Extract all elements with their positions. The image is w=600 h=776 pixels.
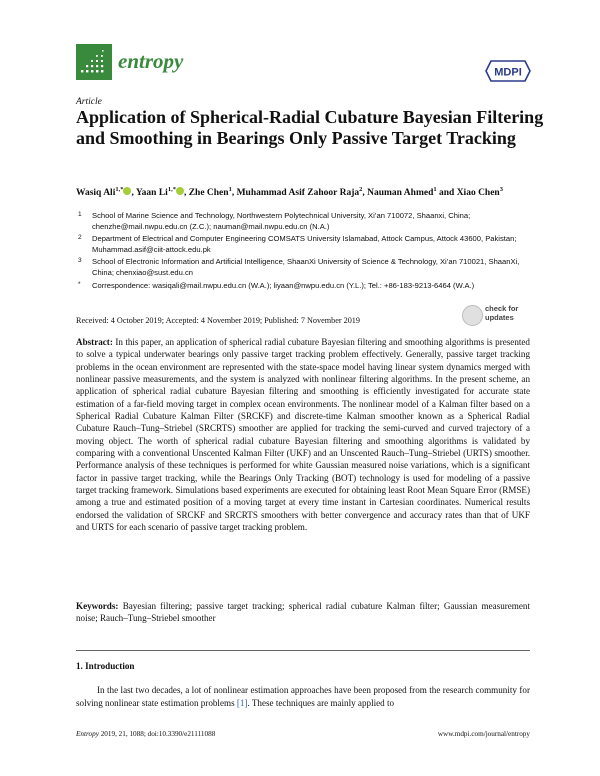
author-list (76, 183, 526, 200)
affiliation-text: School of Electronic Information and Artificial Intelligence, ShaanXi University of Science & Technology, Xi’an 710021, ShaanXi, China; chenxiao@sust.edu.cn (92, 257, 520, 277)
author-separator: , (183, 188, 189, 199)
affiliation-text: Department of Electrical and Computer Engineering COMSATS University Islamabad, Attock Campus, Attock 43600, Pakistan; Muhammad.asif@ciit-attock.edu.pk (92, 234, 517, 254)
footer-citation (76, 730, 215, 738)
check-updates-line2: updates (485, 312, 514, 322)
divider (76, 650, 530, 651)
footer-journal: Entropy (76, 730, 99, 738)
publication-dates: Received: 4 October 2019; Accepted: 4 November 2019; Published: 7 November 2019 (76, 316, 360, 325)
author-separator: , (362, 188, 368, 199)
author-affiliation-mark: 2 (359, 186, 363, 193)
paper-title: Application of Spherical-Radial Cubature Bayesian Filtering and Smoothing in Bearings Only Passive Target Tracking (76, 107, 544, 148)
author-name: Wasiq Ali (76, 188, 116, 199)
affiliation-mark: 3 (78, 257, 82, 265)
affiliation-mark: * (78, 280, 81, 288)
author-separator: , (231, 188, 237, 199)
mdpi-logo (485, 60, 531, 87)
footer-citation-text: 2019, 21, 1088; doi:10.3390/e21111088 (100, 730, 216, 738)
affiliation-item (76, 211, 531, 232)
article-type: Article (76, 97, 102, 107)
entropy-logo-icon (76, 44, 112, 80)
author-separator: , (131, 188, 136, 199)
keywords-label: Keywords: (76, 601, 119, 611)
author-affiliation-mark: 1,* (115, 186, 124, 193)
author-name: Nauman Ahmed (367, 188, 434, 199)
check-updates-line1: check for (485, 304, 519, 313)
affiliation-mark: 1 (78, 211, 82, 218)
intro-text: In the last two decades, a lot of nonlinear estimation approaches have been proposed from the research community for solving nonlinear state estimation problems (76, 685, 530, 708)
author-name: Yaan Li (135, 188, 168, 199)
keywords (76, 600, 530, 625)
author-name: Muhammad Asif Zahoor Raja (236, 188, 360, 199)
citation-link[interactable]: [1] (236, 697, 248, 708)
author-affiliation-mark: 3 (499, 186, 503, 193)
author-affiliation-mark: 1 (228, 186, 232, 193)
author-name: Zhe Chen (188, 188, 229, 199)
mdpi-logo-icon (485, 60, 531, 82)
journal-name: entropy (118, 49, 184, 73)
check-for-updates-badge[interactable] (462, 303, 532, 327)
affiliation-item (76, 234, 531, 255)
author-affiliation-mark: 1 (433, 186, 437, 193)
section-title: 1. Introduction (76, 661, 135, 671)
footer-url[interactable]: www.mdpi.com/journal/entropy (437, 730, 530, 738)
author-separator: and (436, 188, 457, 199)
intro-text-continued: . These techniques are mainly applied to (247, 697, 395, 708)
affiliations (76, 211, 531, 293)
orcid-icon[interactable] (176, 187, 184, 195)
abstract-label: Abstract: (76, 337, 113, 347)
journal-logo (76, 44, 112, 80)
keywords-text: Bayesian filtering; passive target tracking; spherical radial cubature Kalman filter; Gaussian measurement noise; Rauch–Tung–Striebel smoother (76, 601, 530, 624)
author-name: Xiao Chen (456, 188, 500, 199)
introduction-paragraph (76, 684, 530, 709)
mdpi-logo-text: MDPI (494, 66, 522, 79)
abstract (76, 336, 530, 534)
affiliation-text: School of Marine Science and Technology, Northwestern Polytechnical University, Xi’an 710072, Shaanxi, China; chenzhe@mail.nwpu.edu.cn (Z.C.); nauman@mail.nwpu.edu.cn (N.A.) (92, 211, 471, 231)
affiliation-mark: 2 (78, 234, 82, 242)
check-updates-icon (462, 305, 483, 326)
affiliation-text: Correspondence: wasiqali@mail.nwpu.edu.cn (W.A.); liyaan@nwpu.edu.cn (Y.L.); Tel.: +86-183-9213-6464 (W.A.) (92, 280, 475, 290)
author-affiliation-mark: 1,* (167, 186, 176, 193)
affiliation-item (76, 281, 531, 292)
abstract-text: In this paper, an application of spherical radial cubature Bayesian filtering and smoothing algorithms is presented to solve a typical underwater bearings only passive target tracking problem effectively. Generally, passive target tracking problems in the ocean environment are represented with the state-space model having linear system dynamics merged with nonlinear passive measurements, and the system is analyzed with nonlinear filtering algorithms. In the present scheme, an application of spherical radial cubature Bayesian filtering and smoothing is efficiently investigated for accurate state estimation of a far-field moving target in complex ocean environments. The nonlinear model of a Kalman filter based on a Spherical Radial Cubature Kalman Filter (SRCKF) and discrete-time Kalman smoother known as a Spherical Radial Cubature Rauch–Tung–Striebel (SRCRTS) smoother are applied for tracking the semi-curved and curved trajectory of a moving object. The worth of spherical radial cubature Bayesian filtering and smoothing algorithms is validated by comparing with a conventional Unscented Kalman Filter (UKF) and an Unscented Rauch–Tung–Striebel (URTS) smoother. Performance analysis of these techniques is performed for white Gaussian measured noise variations, which is a significant factor in passive target tracking, while the Bearings Only Tracking (BOT) technology is used for modeling of a passive target tracking framework. Simulations based experiments are executed for obtaining least Root Mean Square Error (RMSE) among a true and estimated position of a moving target at every time instant in Cartesian coordinates. Numerical results endorsed the validation of SRCKF and SRCRTS smoothers with better convergence and accuracy rates than that of UKF and URTS for each scenario of passive target tracking problem. (76, 337, 530, 533)
affiliation-item (76, 257, 531, 278)
